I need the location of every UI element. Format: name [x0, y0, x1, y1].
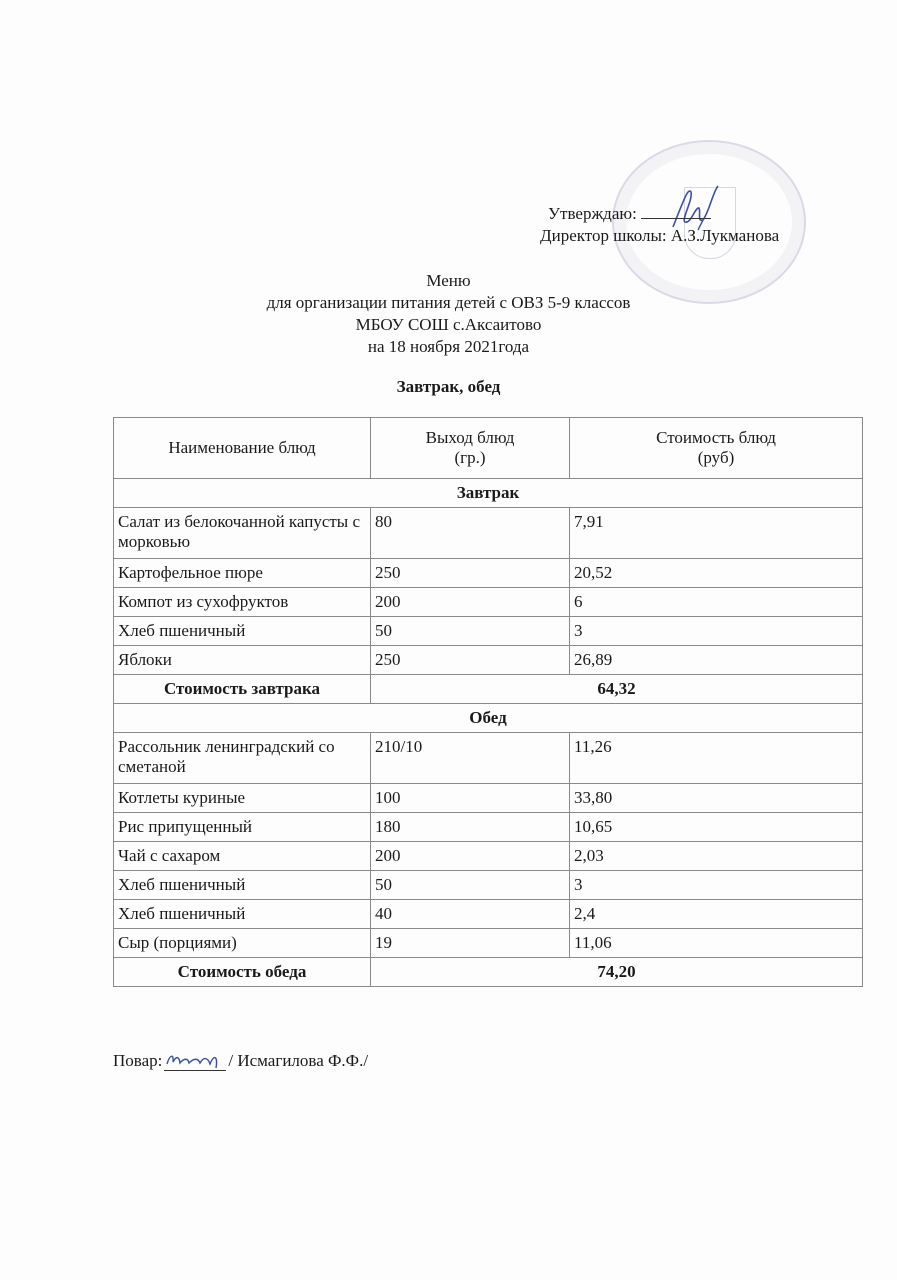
table-row: Хлеб пшеничный 50 3 — [114, 617, 863, 646]
cook-signature-line — [164, 1054, 226, 1071]
table-row: Яблоки 250 26,89 — [114, 646, 863, 675]
breakfast-total-label: Стоимость завтрака — [114, 675, 371, 704]
cook-signature-icon — [164, 1050, 226, 1070]
breakfast-total-row — [114, 675, 863, 704]
table-row: Рис припущенный 180 10,65 — [114, 813, 863, 842]
table-row: Чай с сахаром 200 2,03 — [114, 842, 863, 871]
title-line-1: Меню — [426, 271, 471, 290]
title-line-2: для организации питания детей с ОВЗ 5-9 классов — [266, 293, 631, 312]
lunch-total-value: 74,20 — [371, 958, 863, 987]
approve-signature-line — [641, 204, 711, 219]
table-row: Компот из сухофруктов 200 6 — [114, 588, 863, 617]
header-yield: Выход блюд (гр.) — [371, 418, 570, 479]
header-name: Наименование блюд — [114, 418, 371, 479]
lunch-total-label: Стоимость обеда — [114, 958, 371, 987]
title-line-4: на 18 ноября 2021года — [367, 337, 530, 356]
table-row: Хлеб пшеничный 40 2,4 — [114, 900, 863, 929]
lunch-total-row — [114, 958, 863, 987]
section-breakfast: Завтрак — [114, 479, 863, 508]
table-row: Котлеты куриные 100 33,80 — [114, 784, 863, 813]
section-lunch: Обед — [114, 704, 863, 733]
approval-block — [540, 203, 779, 247]
table-row: Хлеб пшеничный 50 3 — [114, 871, 863, 900]
header-cost: Стоимость блюд (руб) — [570, 418, 863, 479]
breakfast-total-value: 64,32 — [371, 675, 863, 704]
title-line-3: МБОУ СОШ с.Аксаитово — [355, 315, 542, 334]
menu-table — [113, 417, 863, 987]
document-title — [0, 270, 897, 358]
table-row: Картофельное пюре 250 20,52 — [114, 559, 863, 588]
cook-signature-block — [113, 1051, 368, 1071]
table-row: Рассольник ленинградский со сметаной 210/10 11,26 — [114, 733, 863, 784]
cook-label: Повар: — [113, 1051, 163, 1070]
table-row: Салат из белокочанной капусты с морковью 80 7,91 — [114, 508, 863, 559]
meal-heading: Завтрак, обед — [396, 377, 501, 396]
director-line: Директор школы: А.З.Лукманова — [540, 226, 780, 245]
cook-name: / Исмагилова Ф.Ф./ — [228, 1051, 369, 1070]
approve-label: Утверждаю: — [548, 204, 637, 223]
table-row: Сыр (порциями) 19 11,06 — [114, 929, 863, 958]
table-header-row — [114, 418, 863, 479]
